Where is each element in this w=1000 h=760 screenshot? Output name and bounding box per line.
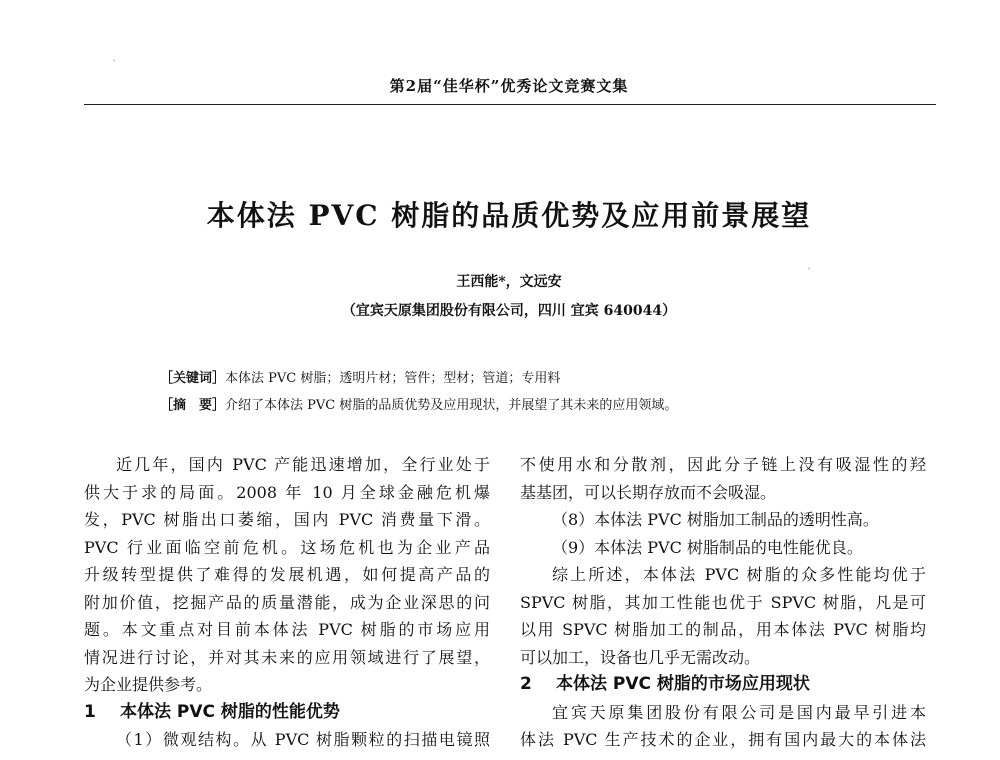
body-line: 以用 SPVC 树脂加工的制品，用本体法 PVC 树脂均 bbox=[520, 620, 926, 639]
list-item-9: （9）本体法 PVC 树脂制品的电性能优良。 bbox=[552, 537, 863, 557]
body-line: SPVC 树脂，其加工性能也优于 SPVC 树脂，凡是可 bbox=[520, 592, 926, 612]
affiliation: （宜宾天原集团股份有限公司，四川 宜宾 640044） bbox=[341, 303, 677, 319]
section-heading-2 bbox=[520, 673, 926, 696]
body-line: 升级转型提供了难得的发展机遇，如何提高产品的 bbox=[84, 565, 490, 584]
body-line: 体法 PVC 生产技术的企业，拥有国内最大的本体法 bbox=[520, 730, 926, 749]
section-number: 1 bbox=[84, 701, 96, 722]
scan-speck: ˋ bbox=[112, 60, 117, 71]
keywords-label: ［关键词］ bbox=[160, 371, 226, 386]
body-line: 不使用水和分散剂，因此分子链上没有吸湿性的羟 bbox=[520, 455, 926, 474]
paper-title: 本体法 PVC 树脂的品质优势及应用前景展望 bbox=[206, 199, 812, 232]
running-header: 第2届“佳华杯”优秀论文竞赛文集 bbox=[389, 77, 629, 95]
body-line: 附加价值，挖掘产品的质量潜能，成为企业深思的问 bbox=[84, 592, 490, 612]
scan-speck: ˊ bbox=[806, 268, 811, 279]
abstract-text: 介绍了本体法 PVC 树脂的品质优势及应用现状，并展望了其未来的应用领域。 bbox=[225, 398, 678, 413]
body-line: 发，PVC 树脂出口萎缩，国内 PVC 消费量下滑。 bbox=[84, 510, 490, 529]
body-line: 近几年，国内 PVC 产能迅速增加，全行业处于 bbox=[116, 455, 490, 474]
keywords-text: 本体法 PVC 树脂；透明片材；管件；型材；管道；专用料 bbox=[225, 371, 561, 386]
body-line: 供大于求的局面。2008 年 10 月全球金融危机爆 bbox=[84, 482, 490, 502]
body-line: 基基团，可以长期存放而不会吸湿。 bbox=[520, 482, 777, 502]
body-line: 可以加工，设备也几乎无需改动。 bbox=[520, 647, 761, 667]
abstract-label: ［摘 要］ bbox=[160, 398, 226, 413]
section-title: 本体法 PVC 树脂的性能优势 bbox=[120, 701, 340, 722]
right-column bbox=[520, 453, 926, 756]
body-line: 为企业提供参考。 bbox=[84, 675, 213, 694]
abstract bbox=[160, 396, 900, 416]
body-line: （1）微观结构。从 PVC 树脂颗粒的扫描电镜照 bbox=[116, 730, 490, 749]
header-rule bbox=[84, 104, 936, 105]
authors: 王西能*，文远安 bbox=[456, 274, 562, 290]
body-line: 题。本文重点对目前本体法 PVC 树脂的市场应用 bbox=[84, 620, 490, 639]
section-number: 2 bbox=[520, 674, 532, 694]
section-heading-1 bbox=[84, 701, 490, 724]
list-item-8: （8）本体法 PVC 树脂加工制品的透明性高。 bbox=[552, 510, 879, 529]
keywords bbox=[160, 369, 900, 389]
body-line: PVC 行业面临空前危机。这场危机也为企业产品 bbox=[84, 537, 490, 557]
body-line: 综上所述，本体法 PVC 树脂的众多性能均优于 bbox=[552, 565, 926, 584]
body-line: 宜宾天原集团股份有限公司是国内最早引进本 bbox=[552, 702, 926, 722]
body-line: 情况进行讨论，并对其未来的应用领域进行了展望， bbox=[84, 647, 490, 667]
section-title: 本体法 PVC 树脂的市场应用现状 bbox=[556, 674, 810, 694]
left-column bbox=[84, 453, 490, 756]
